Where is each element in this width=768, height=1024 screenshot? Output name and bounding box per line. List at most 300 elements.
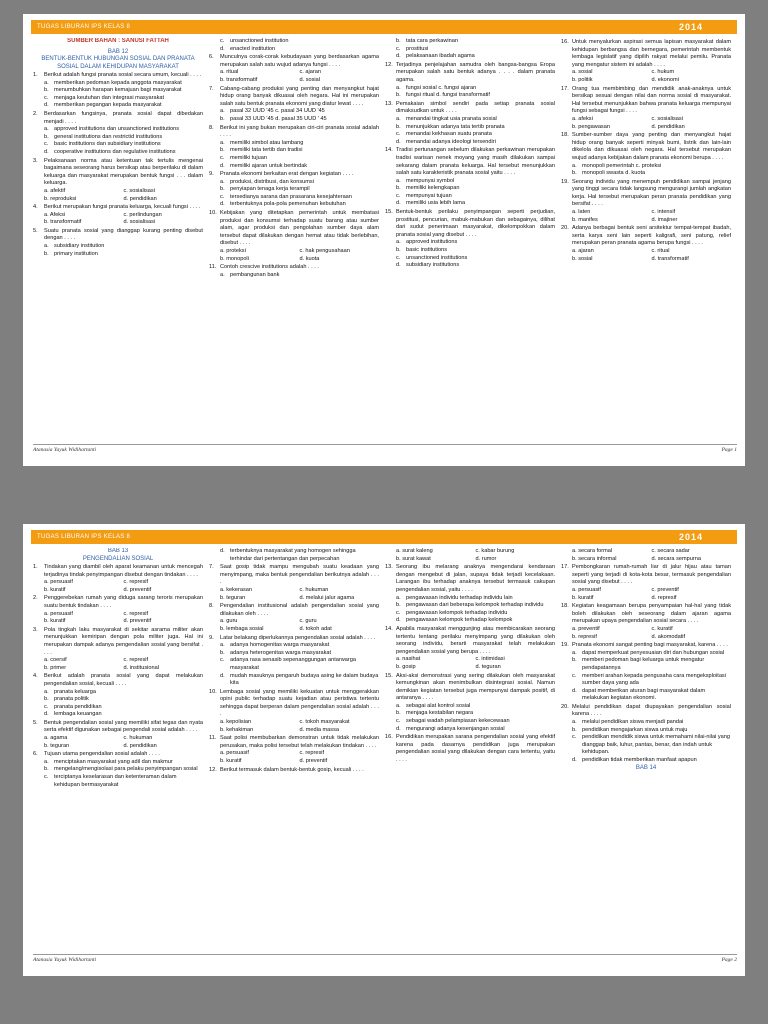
question: [209, 603, 379, 618]
footer-page: Page 2: [721, 957, 737, 963]
answer-option: [209, 140, 379, 148]
option-letter: a.: [572, 649, 577, 656]
question-number: 4.: [33, 204, 38, 211]
answer-option: d. preventif: [123, 618, 152, 625]
answer-row: [33, 188, 203, 196]
question-text: Untuk menyalurkan aspirasi semua lapisan masyarakat dalam kehidupan berbangsa dan bernegara, pemerintah membentuk lembaga legislatif yang dipilih rakyat melalui pemilu. Pranata yang mengatur sistem ini adalah . . . .: [572, 39, 731, 68]
answer-row: [209, 595, 379, 603]
answer-option: b. surat kawat: [396, 555, 431, 562]
answer-row: [33, 743, 203, 751]
option-text: memiliki usia lebih lama: [406, 200, 466, 207]
answer-option: d. institusional: [123, 664, 159, 671]
answer-row: [561, 116, 731, 124]
question-number: 6.: [209, 54, 214, 61]
answer-option: a. persuasif: [44, 579, 73, 586]
option-letter: a.: [572, 719, 577, 726]
option-text: fungsi sosial c. fungsi ajaran: [406, 84, 477, 91]
option-letter: b.: [572, 170, 577, 177]
option-letter: b.: [44, 87, 49, 94]
answer-option: [385, 595, 555, 603]
answer-option: b. kuratif: [572, 594, 594, 601]
question-text: Berikut termasuk dalam bentuk-bentuk gosip, kecuali . . . .: [220, 766, 364, 773]
option-letter: c.: [396, 192, 401, 199]
question-text: Pendidikan merupakan sarana pengendalian sosial yang efektif karena pada dasarnya pendidikan juga merupakan pengendalian sosial yang dilakukan dengan cara tertentu, yaitu . . . .: [396, 734, 555, 764]
answer-row: [561, 595, 731, 603]
option-letter: d.: [396, 617, 401, 624]
option-letter: d.: [220, 548, 225, 554]
option-text: adanya heterogenitas warga masyarakat: [230, 649, 332, 656]
option-text: sebagai wadah pelampiasan kekecewaan: [406, 718, 510, 725]
option-letter: d.: [44, 102, 49, 109]
option-letter: d.: [396, 53, 401, 60]
answer-option: c. tokoh masyarakat: [299, 719, 350, 726]
answer-option: c. secara sadar: [651, 548, 690, 554]
question-text: Penggerebekan rumah yang diduga sarang teroris merupakan suatu bentuk tindakan . . . .: [44, 595, 203, 609]
answer-row: [33, 196, 203, 204]
answer-option: c. guru: [299, 618, 317, 625]
answer-option: a. coersif: [44, 657, 67, 664]
answer-option: [209, 155, 379, 163]
question-number: 19.: [561, 178, 569, 185]
option-text: mengurangi adanya kesenjangan sosial: [406, 725, 505, 732]
option-letter: d.: [44, 711, 49, 718]
option-text: mempunyai symbol: [406, 177, 455, 184]
question-text: Melalui pendidikan dapat diupayakan pengendalian sosial karena . . . .: [572, 703, 731, 718]
option-letter: b.: [44, 133, 49, 140]
option-text: terbentuknya masyarakat yang homogen sehingga terhindar dari pertentangan dan perpecahan: [230, 548, 356, 562]
question: [385, 62, 555, 85]
question-number: 5.: [33, 227, 38, 234]
option-letter: c.: [44, 703, 49, 710]
question: [385, 147, 555, 177]
option-text: memberi arahan kepada pengusaha cara mengeksploitasi sumber daya yang ada: [582, 672, 726, 687]
question-number: 8.: [209, 603, 214, 610]
question-number: 17.: [561, 85, 569, 92]
answer-option: c. represif: [123, 610, 149, 617]
answer-option: [385, 116, 555, 124]
answer-option: c. ajaran: [299, 69, 321, 76]
option-letter: c.: [396, 254, 401, 261]
answer-option: [33, 141, 203, 149]
question-number: 20.: [561, 225, 569, 232]
answer-option: [209, 650, 379, 658]
option-letter: b.: [220, 147, 225, 154]
option-letter: b.: [220, 649, 225, 656]
question-number: 16.: [561, 39, 569, 45]
question: [561, 86, 731, 116]
answer-option: c. sosialisasi: [123, 187, 155, 194]
question-number: 8.: [209, 124, 214, 131]
answer-row: [33, 579, 203, 587]
answer-row: [561, 256, 731, 264]
answer-option: [33, 711, 203, 719]
question-number: 15.: [385, 672, 393, 679]
option-text: monopoli pemerintah c. proteksi: [582, 162, 662, 169]
answer-option: [33, 689, 203, 697]
answer-option: [33, 774, 203, 789]
answer-option: [385, 239, 555, 247]
source-line: SUMBER BAHAN : SANUSI FATTAH: [67, 38, 169, 44]
answer-option: c. perlindungan: [123, 211, 162, 218]
answer-option: [385, 131, 555, 139]
option-letter: c.: [220, 657, 225, 664]
answer-option: b. kuratif: [44, 586, 66, 593]
question: [561, 225, 731, 248]
answer-row: [385, 556, 555, 564]
answer-option: d. melalui jalur agama: [299, 594, 355, 601]
answer-option: [209, 116, 379, 124]
question-number: 4.: [33, 673, 38, 680]
question: [33, 72, 203, 80]
question: [209, 767, 379, 775]
question-text: Tindakan yang diambil oleh aparat keamanan untuk mencegah terjadinya tindak penyimpangan disebut dengan tindakan . . . .: [44, 564, 203, 578]
option-text: sebagai alat kontrol sosial: [406, 702, 471, 709]
answer-option: c. represif: [123, 579, 149, 586]
answer-option: c. represif: [123, 657, 149, 664]
answer-row: [33, 611, 203, 619]
option-text: pranata pendidikan: [54, 703, 102, 710]
question-text: Saat polisi membubarkan demonstran untuk tidak melakukan perusakan, maka polisi tersebut telah melakukan tindakan . . . .: [220, 735, 379, 749]
option-text: general institutions dan restrictid institutions: [54, 133, 163, 140]
answer-row: [209, 69, 379, 77]
option-text: pendidikan mengajarkan siswa untuk maju: [582, 726, 688, 733]
option-letter: c.: [572, 672, 577, 679]
option-letter: b.: [396, 92, 401, 99]
option-text: memberikan pegangan kepada masyarakat: [54, 102, 162, 109]
page-2: [23, 524, 745, 976]
option-letter: c.: [396, 45, 401, 52]
question-text: Bentuk pengendalian sosial yang memiliki sifat tegas dan nyata serta efektif digunakan sebagai pengendali sosial adalah . . . .: [44, 719, 203, 734]
answer-option: b. pengawasan: [572, 123, 610, 130]
question: [209, 735, 379, 750]
question-text: Tujuan utama pengendalian sosial adalah . . . .: [44, 751, 160, 758]
option-text: memiliki simbol atau lambang: [230, 139, 304, 146]
answer-option: [561, 673, 731, 688]
question-number: 11.: [209, 264, 217, 271]
answer-option: [209, 657, 379, 672]
column-1: [33, 38, 203, 438]
answer-option: c. hukuman: [299, 586, 329, 593]
question-text: Pemakaian simbol sendiri pada setiap pranata sosial dimaksudkan untuk . . . .: [396, 100, 555, 115]
answer-option: [33, 149, 203, 157]
answer-option: [209, 38, 379, 46]
option-text: approved institutions: [406, 239, 458, 246]
answer-option: [33, 102, 203, 110]
answer-option: [561, 727, 731, 735]
answer-option: c. hukum: [651, 69, 675, 76]
option-letter: d.: [396, 262, 401, 269]
option-letter: b.: [396, 185, 401, 192]
option-letter: b.: [572, 726, 577, 733]
answer-option: d. preventif: [123, 586, 152, 593]
option-letter: a.: [220, 642, 225, 649]
answer-row: [209, 587, 379, 595]
answer-option: d. media massa: [299, 726, 339, 733]
answer-option: [561, 688, 731, 703]
option-letter: c.: [396, 609, 401, 616]
question: [209, 210, 379, 248]
answer-option: [385, 617, 555, 625]
answer-option: [33, 243, 203, 251]
answer-option: b. primer: [44, 664, 67, 671]
option-letter: c.: [44, 774, 49, 781]
option-text: menciptakan masyarakat yang adil dan makmur: [54, 758, 173, 765]
answer-row: [33, 587, 203, 595]
answer-option: a. persuasif: [220, 750, 249, 757]
answer-row: [33, 219, 203, 227]
option-letter: d.: [220, 162, 225, 169]
question-number: 7.: [209, 85, 214, 92]
answer-option: [385, 139, 555, 147]
answer-option: b. transformatif: [44, 219, 82, 226]
answer-option: d. preventif: [299, 758, 328, 765]
option-letter: b.: [396, 710, 401, 717]
question: [561, 603, 731, 626]
question-number: 7.: [209, 564, 214, 571]
answer-option: [385, 718, 555, 726]
answer-option: a. persuasif: [44, 610, 73, 617]
page-footer: [33, 444, 737, 453]
option-text: pengawasan individu terhadap individu lain: [406, 594, 513, 601]
answer-option: c. ritual: [651, 248, 670, 255]
option-letter: d.: [396, 725, 401, 732]
question: [33, 111, 203, 126]
answer-option: a. kepolisian: [220, 719, 252, 726]
option-text: memberi pedoman bagi keluarga untuk mengatur pendapatannya: [582, 657, 705, 671]
answer-option: a. preventif: [572, 625, 600, 632]
option-text: pasal 33 UUD '45 d. pasal 35 UUD ' 45: [230, 115, 327, 122]
option-text: pengawasan kelompok terhadap kelompok: [406, 617, 513, 624]
answer-row: [209, 719, 379, 727]
answer-option: [385, 38, 555, 46]
question-text: Munculnya corak-corak kebudayaan yang berdasarkan agama merupakan salah satu wujud adanya fungsi . . . .: [220, 54, 379, 68]
question-number: 9.: [209, 634, 214, 641]
option-text: adanya rasa senasib sepenanggungan antarwarga masyarakat: [230, 657, 356, 671]
answer-option: a. secara formal: [572, 548, 613, 554]
answer-row: [33, 665, 203, 673]
column-1: [33, 548, 203, 948]
chapter-title: BENTUK-BENTUK HUBUNGAN SOSIAL DAN PRANATA SOSIAL DALAM KEHIDUPAN MASYARAKAT: [41, 56, 195, 70]
question: [33, 627, 203, 657]
option-text: primary institution: [54, 250, 98, 257]
question-number: 5.: [33, 719, 38, 726]
answer-option: [561, 719, 731, 727]
question: [209, 86, 379, 109]
answer-option: [33, 134, 203, 142]
option-letter: a.: [396, 115, 401, 122]
question-number: 11.: [209, 735, 217, 742]
column-2: [209, 38, 379, 438]
question-number: 14.: [385, 147, 393, 154]
question: [33, 158, 203, 188]
option-letter: a.: [396, 84, 401, 91]
question-number: 6.: [33, 751, 38, 758]
option-letter: a.: [220, 108, 225, 115]
question: [561, 564, 731, 587]
answer-option: c. sosialisasi: [651, 115, 683, 122]
question-text: Berikut adalah fungsi pranata sosial secara umum, kecuali . . . .: [44, 72, 202, 78]
question: [385, 673, 555, 703]
option-text: tersedianya sarana dan prasarana kesejahteraan: [230, 193, 352, 200]
question-number: 18.: [561, 603, 569, 610]
option-letter: d.: [220, 201, 225, 208]
option-text: menjaga kestabilan negara: [406, 710, 474, 717]
answer-option: [33, 766, 203, 774]
option-letter: a.: [220, 139, 225, 146]
question: [385, 209, 555, 239]
option-text: basic institutions dan subsidiary institutions: [54, 141, 161, 148]
question-text: Pola tingkah laku masyarakat di sekitar asrama militer akan menunjukkan kemiripan dengan pola militer juga. Hal ini merupakan dampak adanya pengendalian sosial yang bersifat . . . .: [44, 626, 203, 656]
answer-option: a. laten: [572, 209, 591, 216]
answer-row: [561, 124, 731, 132]
option-text: melalui pendidikan siswa menjadi pandai: [582, 719, 684, 726]
answer-option: b. politik: [572, 76, 593, 83]
answer-option: d. imajiner: [651, 216, 678, 223]
option-text: memiliki ajaran untuk bertindak: [230, 162, 308, 169]
answer-option: [561, 734, 731, 757]
page-footer: [33, 954, 737, 963]
option-letter: a.: [44, 758, 49, 765]
question-text: Orang tua membimbing dan mendidik anak-anaknya untuk bersikap sesuai dengan nilai dan norma sosial di masyarakat. Hal tersebut menunjukkan bahwa pranata keluarga mempunyai fungsi sebagai fungsi . . . .: [572, 85, 731, 115]
option-text: pranata politik: [54, 696, 89, 703]
question-text: Cabang-cabang produksi yang penting dan menyangkut hajat hidup orang banyak dikuasai oleh negara. Hal ini merupakan salah satu bentuk pranata ekonomi yang diatur lewat . . . .: [220, 85, 379, 107]
answer-option: [209, 194, 379, 202]
option-text: mempunyai tujuan: [406, 192, 452, 199]
question-text: Bentuk-bentuk perilaku penyimpangan seperti perjudian, prostitusi, pencurian, mabuk-mabukan dan sebagainya, dilihat dari sudut penerimaan masyarakat, dikelompokkan dalam pranata sosial yang disebut . . . .: [396, 209, 555, 238]
question-number: 20.: [561, 703, 569, 710]
question-text: Contoh crescive institutions adalah . . . .: [220, 264, 319, 271]
question-number: 12.: [209, 766, 217, 773]
answer-option: [561, 163, 731, 171]
answer-option: d. kuota: [299, 255, 320, 262]
question-text: Sumber-sumber daya yang penting dan menyangkut hajat hidup orang banyak seperti minyak bumi, listrik dan lain-lain dikelola dan dikuasai oleh negara. Hal tersebut merupakan wujud adanya kebijakan dalam pranata ekonomi berupa . . . .: [572, 132, 731, 161]
answer-option: d. teguran: [475, 663, 501, 670]
answer-option: [33, 95, 203, 103]
question: [561, 39, 731, 69]
option-letter: b.: [572, 657, 577, 664]
answer-row: [561, 217, 731, 225]
question: [561, 132, 731, 162]
question-text: Pranata ekonomi berkaitan erat dengan kegiatan . . . .: [220, 171, 354, 178]
question-number: 17.: [561, 564, 569, 571]
answer-option: [209, 272, 379, 280]
option-text: menandai kekhasan suatu pranata: [406, 131, 492, 138]
option-text: monopoli swasta d. kuota: [582, 170, 646, 177]
option-letter: b.: [396, 38, 401, 44]
answer-option: b. monopoli: [220, 255, 249, 262]
question-text: Kegiatan keagamaan berupa penyampaian hal-hal yang tidak boleh dilakukan oleh seseorang dalam ajaran agama merupakan upaya pengendalian sosial secara . . . .: [572, 603, 731, 625]
option-text: menumbuhkan harapan kemajuan bagi masyarakat: [54, 87, 182, 94]
answer-option: [561, 757, 731, 765]
option-letter: d.: [396, 138, 401, 145]
answer-option: a. kekerasan: [220, 586, 253, 593]
option-letter: a.: [396, 177, 401, 184]
answer-option: [385, 53, 555, 61]
answer-option: c. hak pengusahaan: [299, 248, 350, 255]
option-text: memberikan pedoman kepada anggota masyarakat: [54, 79, 182, 86]
question-number: 3.: [33, 157, 38, 164]
answer-row: [209, 758, 379, 766]
answer-option: d. represif: [651, 594, 677, 601]
answer-row: [561, 626, 731, 634]
column-3: [385, 548, 555, 948]
answer-option: c. kuratif: [651, 625, 673, 632]
option-letter: d.: [44, 148, 49, 155]
question-text: Terjadinya penjelajahan samudra oleh bangsa-bangsa Eropa merupakan salah satu bentuk adanya . . . . dalam pranata agama.: [396, 61, 555, 83]
question: [33, 595, 203, 610]
answer-row: [209, 248, 379, 256]
answer-option: [385, 46, 555, 54]
answer-option: a. afektif: [44, 187, 66, 194]
answer-option: b. teguran: [44, 742, 70, 749]
answer-option: a. surat kaleng: [396, 548, 433, 554]
answer-option: [33, 696, 203, 704]
answer-option: [209, 548, 379, 563]
page-header: [31, 530, 737, 544]
answer-row: [33, 212, 203, 220]
question-text: Berikut ini yang bukan merupakan ciri-ciri pranata sosial adalah . . . .: [220, 124, 379, 139]
option-letter: b.: [396, 602, 401, 609]
question: [561, 704, 731, 719]
question: [209, 635, 379, 643]
question: [561, 179, 731, 209]
option-text: pengawasan kelompok terhadap individu: [406, 609, 508, 616]
question-number: 9.: [209, 171, 214, 178]
question: [209, 689, 379, 719]
question-number: 10.: [209, 688, 217, 695]
option-text: menandai tingkat usia pranata sosial: [406, 115, 497, 122]
answer-option: [209, 46, 379, 54]
answer-row: [385, 656, 555, 664]
answer-option: a. ajaran: [572, 248, 594, 255]
option-text: fungsi ritual d. fungsi transformatif: [406, 92, 490, 99]
option-letter: c.: [396, 718, 401, 725]
answer-option: [33, 251, 203, 259]
option-letter: b.: [44, 696, 49, 703]
answer-row: [209, 727, 379, 735]
answer-row: [561, 548, 731, 556]
answer-option: b. kuratif: [220, 758, 242, 765]
option-text: pelaksanaan ibadah agama: [406, 53, 475, 60]
answer-option: [33, 80, 203, 88]
option-text: memiliki kelengkapan: [406, 185, 460, 192]
option-text: menunjukkan adanya tata tertib pranata: [406, 123, 505, 130]
question-number: 18.: [561, 132, 569, 139]
page-header: [31, 20, 737, 34]
answer-row: [561, 587, 731, 595]
question-number: 2.: [33, 110, 38, 117]
answer-row: [561, 556, 731, 564]
answer-option: b. reproduksi: [44, 195, 77, 202]
answer-row: [33, 657, 203, 665]
option-letter: a.: [44, 243, 49, 250]
question-text: Seorang ibu melarang anaknya mengendarai kendaraan dengan mengebut di jalan, supaya tidak terjadi kecelakaan. Larangan ibu terhadap anaknya tersebut termasuk cakupan pengendalian sosial, yaitu . . . .: [396, 564, 555, 593]
question: [385, 734, 555, 764]
option-letter: c.: [44, 141, 49, 148]
question-text: Kebijakan yang ditetapkan pemerintah untuk membatasi produksi dan konsumsi terhadap suatu barang atau sumber alam, agar produksi dan pengolahan sumber daya alam tersebut dapat dilakukan dengan hemat atau tidak berlebihan, disebut . . . .: [220, 210, 379, 247]
question-number: 2.: [33, 595, 38, 602]
answer-option: [385, 703, 555, 711]
answer-option: a. nasihat: [396, 656, 421, 663]
option-letter: b.: [220, 186, 225, 193]
option-letter: a.: [396, 239, 401, 246]
question-text: Saat gosip tidak mampu mengubah suatu keadaan yang menyimpang, maka bentuk pengendalian berikutnya adalah . . . .: [220, 564, 379, 586]
question-text: Seorang individu yang menempuh pendidikan sampai jenjang yang tinggi secara tidak langsung mengurangi jumlah angkatan kerja. Hal tersebut merupakan peran pranata pendidikan yang bersifat . . . .: [572, 178, 731, 208]
option-text: memiliki tata tertib dan tradisi: [230, 147, 303, 154]
question-number: 3.: [33, 626, 38, 633]
column-4: [561, 38, 731, 438]
answer-option: b. transformatif: [220, 76, 258, 83]
